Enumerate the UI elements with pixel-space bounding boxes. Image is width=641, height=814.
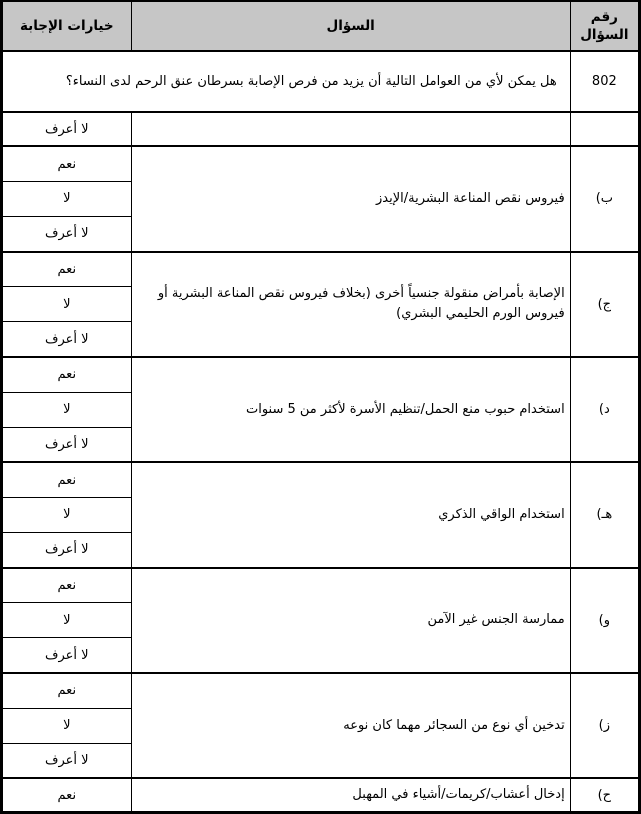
header-question-number: رقم السؤال — [570, 1, 639, 51]
main-question-number: 802 — [570, 51, 639, 112]
item-waw-option-dont-know: لا أعرف — [2, 638, 132, 673]
table-header-row — [2, 1, 640, 51]
item-dal-letter: د) — [570, 357, 639, 462]
item-zay-option-yes: نعم — [2, 673, 132, 708]
item-hha-letter: ح) — [570, 778, 639, 812]
item-ha-question: استخدام الواقي الذكري — [131, 462, 570, 567]
item-hha-question: إدخال أعشاب/كريمات/أشياء في المهبل — [131, 778, 570, 812]
main-question-text: هل يمكن لأي من العوامل التالية أن يزيد من فرص الإصابة بسرطان عنق الرحم لدى النساء؟ — [2, 51, 571, 112]
item-dal-option-yes: نعم — [2, 357, 132, 392]
header-question: السؤال — [131, 1, 570, 51]
item-b-option-no: لا — [2, 181, 132, 216]
item-b-question: فيروس نقص المناعة البشرية/الإيدز — [131, 146, 570, 251]
item-dal-row — [2, 357, 640, 392]
item-zay-row — [2, 673, 640, 708]
orphan-question-cell — [131, 112, 570, 146]
item-dal-option-dont-know: لا أعرف — [2, 427, 132, 462]
item-b-option-dont-know: لا أعرف — [2, 217, 132, 252]
item-b-letter: ب) — [570, 146, 639, 251]
item-ha-row — [2, 462, 640, 497]
orphan-number-cell — [570, 112, 639, 146]
orphan-option-row — [2, 112, 640, 146]
item-waw-option-no: لا — [2, 603, 132, 638]
item-b-row — [2, 146, 640, 181]
item-dal-option-no: لا — [2, 392, 132, 427]
item-zay-question: تدخين أي نوع من السجائر مهما كان نوعه — [131, 673, 570, 778]
item-jeem-option-dont-know: لا أعرف — [2, 322, 132, 357]
orphan-option-dont-know: لا أعرف — [2, 112, 132, 146]
item-jeem-question: الإصابة بأمراض منقولة جنسياً أخرى (بخلاف فيروس نقص المناعة البشرية أو فيروس الورم الحليمي البشري) — [131, 252, 570, 357]
item-waw-question: ممارسة الجنس غير الآمن — [131, 568, 570, 673]
item-jeem-option-no: لا — [2, 287, 132, 322]
item-zay-letter: ز) — [570, 673, 639, 778]
item-waw-row — [2, 568, 640, 603]
item-zay-option-dont-know: لا أعرف — [2, 743, 132, 778]
item-waw-option-yes: نعم — [2, 568, 132, 603]
main-question-row — [2, 51, 640, 112]
item-ha-option-no: لا — [2, 497, 132, 532]
item-ha-letter: هـ) — [570, 462, 639, 567]
item-zay-option-no: لا — [2, 708, 132, 743]
item-hha-option-yes: نعم — [2, 778, 132, 812]
item-ha-option-yes: نعم — [2, 462, 132, 497]
item-waw-letter: و) — [570, 568, 639, 673]
item-dal-question: استخدام حبوب منع الحمل/تنظيم الأسرة لأكثر من 5 سنوات — [131, 357, 570, 462]
item-jeem-option-yes: نعم — [2, 252, 132, 287]
item-ha-option-dont-know: لا أعرف — [2, 533, 132, 568]
item-hha-row — [2, 778, 640, 812]
header-answer-options: خيارات الإجابة — [2, 1, 132, 51]
item-jeem-row — [2, 252, 640, 287]
item-b-option-yes: نعم — [2, 146, 132, 181]
item-jeem-letter: ج) — [570, 252, 639, 357]
